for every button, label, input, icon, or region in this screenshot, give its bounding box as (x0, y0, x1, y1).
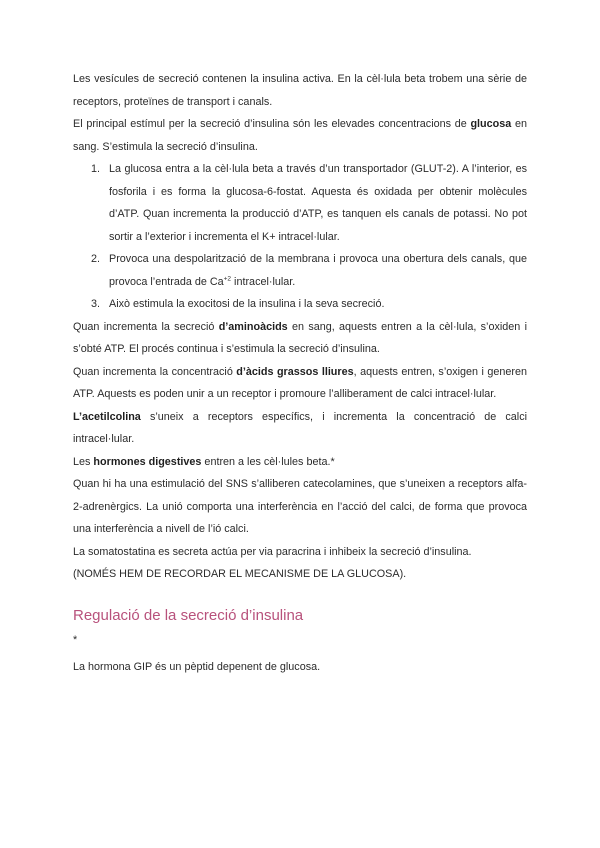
list-item-text: intracel·lular. (231, 275, 296, 288)
text-segment: entren a les cèl·lules beta.* (201, 455, 335, 468)
paragraph-vesicles: Les vesícules de secreció contenen la insulina activa. En la cèl·lula beta trobem una sèrie de receptors, proteïnes de transport i canals. (73, 73, 527, 108)
bold-term-hormones: hormones digestives (93, 455, 202, 468)
list-item-text: Això estimula la exocitosi de la insulina i la seva secreció. (109, 298, 385, 310)
bold-term-fatty-acids: d’àcids grassos lliures (236, 365, 354, 378)
text-segment: s’uneix a receptors específics, i incrementa la concentració de calci intracel·lular. (73, 410, 527, 445)
text-segment: Les (73, 455, 94, 468)
text-segment: en sang. S’estimula la secreció d’insulina. (73, 118, 527, 153)
paragraph-hormones (73, 451, 527, 474)
list-number: 2. (91, 253, 101, 265)
list-item-text: La glucosa entra a la cèl·lula beta a través d’un transportador (GLUT-2). A l’interior, es fosforila i es forma la glucosa-6-fostat. Aquesta és oxidada per obtenir molècules d’ATP. Quan incrementa la producció d’ATP, es tanquen els canals de potassi. No pot sortir a l’exterior i incrementa el K+ intracel·lular. (109, 163, 527, 243)
paragraph-somatostatin: La somatostatina es secreta actúa per via paracrina i inhibeix la secreció d’insulina. (73, 545, 472, 558)
text-segment: El principal estímul per la secreció d’insulina són les elevades concentracions de (73, 118, 471, 130)
paragraph-gip: La hormona GIP és un pèptid depenent de glucosa. (73, 660, 321, 673)
list-item-text: Provoca una despolarització de la membrana i provoca una obertura dels canals, que provoca l’entrada de Ca (109, 253, 527, 288)
bold-term-aminoacids: d’aminoàcids (218, 320, 288, 333)
paragraph-fatty-acids (73, 361, 527, 406)
text-segment: en sang, aquests entren a la cèl·lula, s’oxiden i s’obté ATP. El procés continua i s’estimula la secreció d’insulina. (73, 320, 527, 355)
paragraph-acetylcholine (73, 406, 527, 451)
footnote-mark: * (73, 633, 78, 646)
paragraph-note: (NOMÉS HEM DE RECORDAR EL MECANISME DE LA GLUCOSA). (73, 568, 407, 580)
list-number: 3. (91, 298, 101, 310)
text-segment: Quan incrementa la secreció (73, 320, 219, 333)
paragraph-aminoacids (73, 316, 527, 361)
paragraph-glucose-stimulus (73, 113, 527, 158)
text-segment: Quan incrementa la concentració (73, 365, 237, 378)
list-item (73, 248, 527, 293)
bold-term-glucose: glucosa (470, 118, 512, 130)
bold-term-acetylcholine: L’acetilcolina (73, 410, 141, 423)
paragraph-sns: Quan hi ha una estimulació del SNS s’alliberen catecolamines, que s’uneixen a receptors alfa-2-adrenèrgics. La unió comporta una interferència en l’acció del calci, de forma que provoca una interferència a nivell de l’ió calci. (73, 478, 527, 535)
list-item (73, 158, 527, 248)
superscript-charge: +2 (223, 274, 232, 282)
list-number: 1. (91, 163, 101, 175)
glucose-mechanism-list (73, 158, 527, 316)
section-heading: Regulació de la secreció d’insulina (73, 606, 304, 624)
list-item (73, 293, 527, 316)
text-segment: , aquests entren, s’oxigen i generen ATP. Aquests es poden unir a un receptor i promoure l’alliberament de calci intracel·lular. (73, 365, 527, 400)
